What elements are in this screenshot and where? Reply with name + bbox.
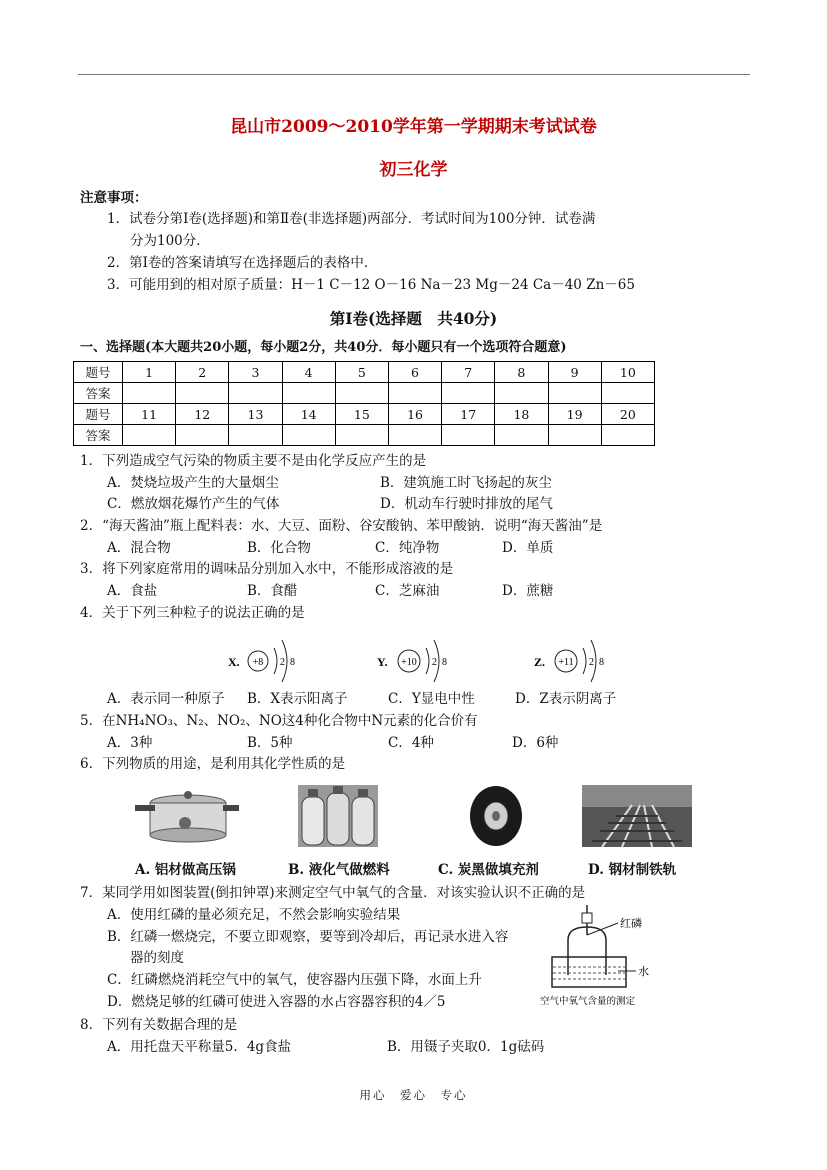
question-7-option-d: D．燃烧足够的红磷可使进入容器的水占容器容积的4／5 (107, 994, 446, 1010)
answer-cell[interactable] (548, 383, 601, 404)
notes-heading: 注意事项： (80, 190, 148, 206)
question-1-option-c: C．燃放烟花爆竹产生的气体 (107, 496, 280, 512)
table-header-cell: 题号 (74, 362, 123, 383)
note-item-2: 2．第Ⅰ卷的答案请填写在选择题后的表格中． (107, 255, 378, 271)
answer-cell[interactable] (335, 425, 388, 446)
question-6-option-a: A. 铝材做高压锅 (135, 862, 236, 878)
question-number-cell: 16 (388, 404, 441, 425)
question-2-option-a: A．混合物 (107, 540, 171, 556)
table-header-cell: 答案 (74, 383, 123, 404)
svg-text:+8: +8 (252, 657, 264, 668)
question-1-stem: 1．下列造成空气污染的物质主要不是由化学反应产生的是 (80, 453, 427, 469)
header-rule (78, 74, 750, 75)
question-7-option-c: C．红磷燃烧消耗空气中的氧气，使容器内压强下降，水面上升 (107, 972, 482, 988)
answer-cell[interactable] (495, 425, 548, 446)
answer-cell[interactable] (335, 383, 388, 404)
svg-text:8: 8 (442, 657, 447, 668)
question-5-option-b: B．5种 (247, 735, 293, 751)
answer-cell[interactable] (495, 383, 548, 404)
exam-subtitle: 初三化学 (379, 160, 448, 180)
table-row (74, 383, 655, 404)
railway-track-image (582, 785, 692, 847)
question-8-option-a: A．用托盘天平称量5．4g食盐 (107, 1039, 292, 1055)
note-item-1: 1．试卷分第Ⅰ卷(选择题)和第Ⅱ卷(非选择题)两部分．考试时间为100分钟．试卷满 (107, 211, 596, 227)
question-number-cell: 2 (176, 362, 229, 383)
question-7-option-a: A．使用红磷的量必须充足，不然会影响实验结果 (107, 907, 401, 923)
atom-diagram-x (222, 630, 312, 692)
question-number-cell: 3 (229, 362, 282, 383)
question-4-option-c: C．Y显电中性 (388, 691, 475, 707)
question-6-stem: 6．下列物质的用途，是利用其化学性质的是 (80, 756, 346, 772)
question-2-option-b: B．化合物 (247, 540, 311, 556)
table-row (74, 362, 655, 383)
question-3-option-b: B．食醋 (247, 583, 298, 599)
svg-text:Z.: Z. (534, 655, 546, 669)
exam-title: 昆山市2009～2010学年第一学期期末考试试卷 (230, 117, 597, 137)
question-6-option-c: C. 炭黑做填充剂 (438, 862, 539, 878)
svg-text:Y.: Y. (377, 655, 388, 669)
svg-text:红磷: 红磷 (620, 917, 642, 930)
question-number-cell: 8 (495, 362, 548, 383)
question-number-cell: 9 (548, 362, 601, 383)
answer-cell[interactable] (176, 425, 229, 446)
note-item-1-cont: 分为100分． (130, 233, 210, 249)
question-number-cell: 7 (442, 362, 495, 383)
question-4-option-b: B．X表示阳离子 (247, 691, 348, 707)
svg-text:2: 2 (589, 657, 594, 668)
question-number-cell: 20 (601, 404, 654, 425)
question-3-option-c: C．芝麻油 (375, 583, 440, 599)
question-number-cell: 4 (282, 362, 335, 383)
question-2-option-c: C．纯净物 (375, 540, 440, 556)
section-title: 第Ⅰ卷(选择题 共40分) (329, 309, 498, 328)
question-number-cell: 15 (335, 404, 388, 425)
tire-image (466, 785, 526, 847)
gas-cylinders-image (298, 785, 378, 847)
question-number-cell: 13 (229, 404, 282, 425)
answer-cell[interactable] (601, 383, 654, 404)
answer-cell[interactable] (123, 383, 176, 404)
answer-cell[interactable] (442, 383, 495, 404)
answer-cell[interactable] (229, 425, 282, 446)
answer-cell[interactable] (229, 383, 282, 404)
answer-table (73, 361, 655, 446)
svg-text:空气中氧气含量的测定: 空气中氧气含量的测定 (540, 996, 636, 1007)
question-8-option-b: B．用镊子夹取0．1g砝码 (387, 1039, 545, 1055)
oxygen-experiment-figure (538, 905, 663, 1008)
section-instruction: 一、选择题(本大题共20小题，每小题2分，共40分．每小题只有一个选项符合题意) (80, 340, 567, 355)
atom-diagram-y (371, 630, 466, 692)
question-3-stem: 3．将下列家庭常用的调味品分别加入水中，不能形成溶液的是 (80, 561, 454, 577)
question-number-cell: 14 (282, 404, 335, 425)
svg-text:X.: X. (228, 655, 240, 669)
answer-cell[interactable] (601, 425, 654, 446)
svg-text:+11: +11 (558, 657, 574, 668)
svg-text:2: 2 (280, 657, 285, 668)
table-header-cell: 答案 (74, 425, 123, 446)
svg-text:2: 2 (432, 657, 437, 668)
question-number-cell: 5 (335, 362, 388, 383)
question-number-cell: 18 (495, 404, 548, 425)
answer-cell[interactable] (282, 383, 335, 404)
question-number-cell: 6 (388, 362, 441, 383)
question-5-option-c: C．4种 (388, 735, 434, 751)
answer-cell[interactable] (282, 425, 335, 446)
table-header-cell: 题号 (74, 404, 123, 425)
answer-cell[interactable] (442, 425, 495, 446)
svg-text:8: 8 (290, 657, 295, 668)
question-number-cell: 11 (123, 404, 176, 425)
svg-text:8: 8 (599, 657, 604, 668)
question-5-option-a: A．3种 (107, 735, 153, 751)
question-3-option-a: A．食盐 (107, 583, 158, 599)
answer-cell[interactable] (548, 425, 601, 446)
question-6-option-b: B. 液化气做燃料 (288, 862, 390, 878)
table-row (74, 425, 655, 446)
question-1-option-a: A．焚烧垃圾产生的大量烟尘 (107, 475, 279, 491)
page-footer: 用心 爱心 专心 (359, 1088, 468, 1102)
question-7-stem: 7．某同学用如图装置(倒扣钟罩)来测定空气中氧气的含量．对该实验认识不正确的是 (80, 885, 586, 901)
question-number-cell: 1 (123, 362, 176, 383)
question-6-option-d: D. 钢材制铁轨 (588, 862, 677, 878)
question-4-stem: 4．关于下列三种粒子的说法正确的是 (80, 605, 305, 621)
question-3-option-d: D．蔗糖 (502, 583, 554, 599)
question-number-cell: 10 (601, 362, 654, 383)
answer-cell[interactable] (123, 425, 176, 446)
question-4-option-d: D．Z表示阴离子 (515, 691, 617, 707)
question-5-stem: 5．在NH₄NO₃、N₂、NO₂、NO这4种化合物中N元素的化合价有 (80, 713, 478, 729)
answer-cell[interactable] (388, 383, 441, 404)
atom-diagram-z (528, 630, 623, 692)
answer-cell[interactable] (176, 383, 229, 404)
question-1-option-b: B．建筑施工时飞扬起的灰尘 (380, 475, 552, 491)
table-row (74, 404, 655, 425)
question-1-option-d: D．机动车行驶时排放的尾气 (380, 496, 553, 512)
pressure-cooker-image (133, 785, 241, 847)
question-5-option-d: D．6种 (512, 735, 559, 751)
question-7-option-b-cont: 器的刻度 (130, 950, 184, 966)
question-7-option-b: B．红磷一燃烧完，不要立即观察，要等到冷却后，再记录水进入容 (107, 929, 509, 945)
question-number-cell: 12 (176, 404, 229, 425)
question-2-stem: 2．“海天酱油”瓶上配料表：水、大豆、面粉、谷安酸钠、苯甲酸钠．说明“海天酱油”是 (80, 518, 603, 534)
question-4-option-a: A．表示同一种原子 (107, 691, 225, 707)
question-number-cell: 19 (548, 404, 601, 425)
svg-text:水: 水 (638, 965, 649, 978)
question-2-option-d: D．单质 (502, 540, 554, 556)
question-number-cell: 17 (442, 404, 495, 425)
svg-text:+10: +10 (401, 657, 417, 668)
answer-cell[interactable] (388, 425, 441, 446)
note-item-3: 3．可能用到的相对原子质量：H－1 C－12 O－16 Na－23 Mg－24 Ca－40 Zn－65 (107, 277, 635, 293)
question-8-stem: 8．下列有关数据合理的是 (80, 1017, 238, 1033)
